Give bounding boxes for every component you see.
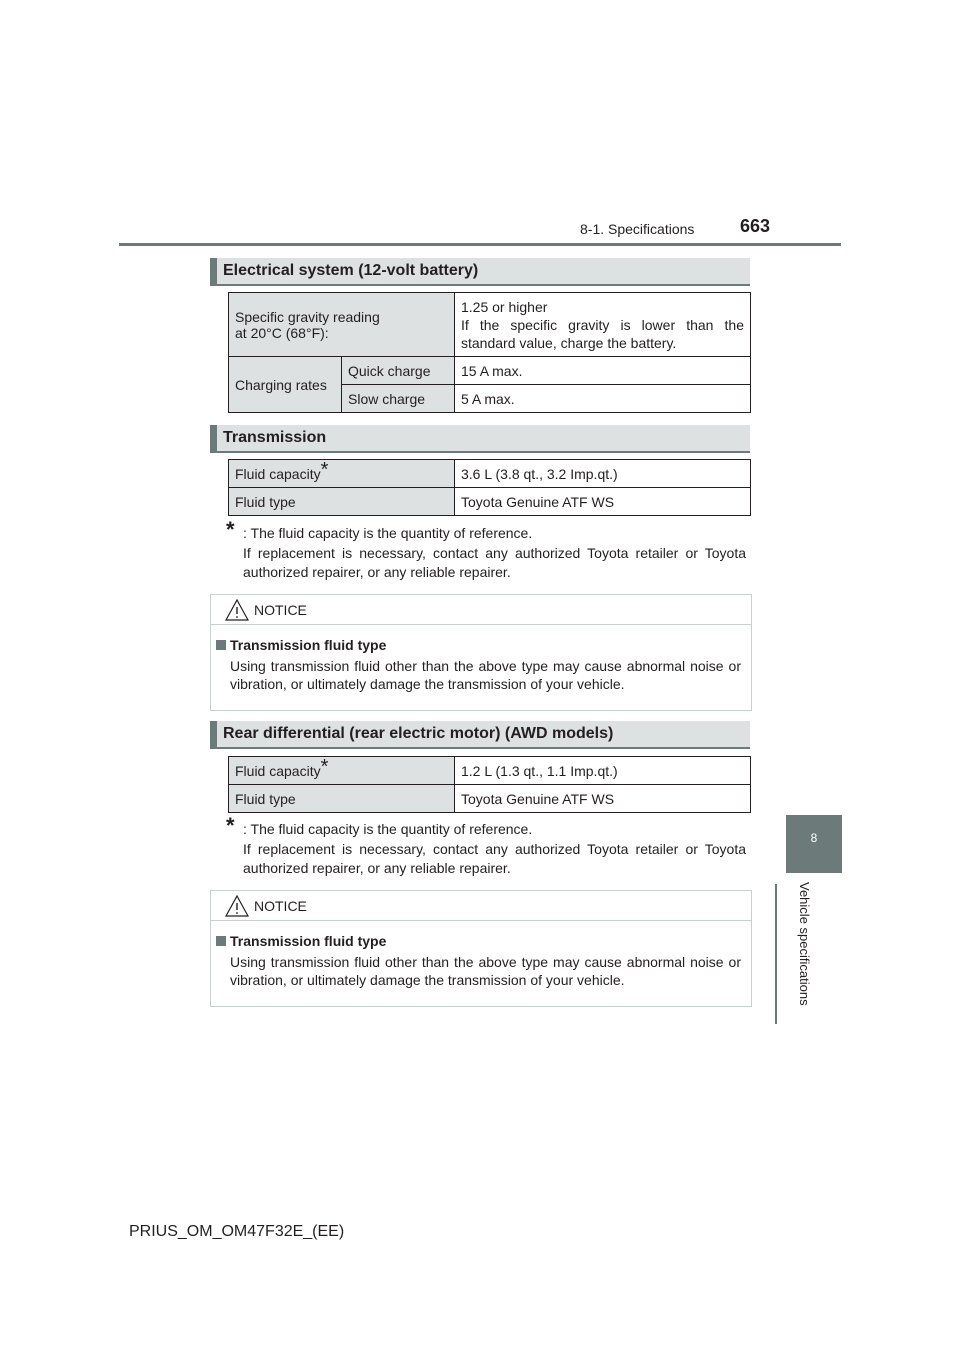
footnote-asterisk: *: [320, 458, 329, 481]
fluid-type-label: Fluid type: [229, 488, 455, 516]
specific-gravity-value-line1: 1.25 or higher: [461, 298, 548, 315]
square-bullet-icon: [216, 936, 226, 946]
notice-box-transmission: [210, 594, 752, 711]
footnote-line1: : The fluid capacity is the quantity of reference.: [243, 821, 533, 837]
notice-item-text: Using transmission fluid other than the above type may cause abnormal noise or vibration, or ultimately damage the transmission of your vehicle.: [230, 954, 741, 988]
chapter-title-vertical: [797, 882, 813, 1022]
warning-triangle-icon: [225, 895, 249, 917]
footnote-star: *: [226, 813, 235, 838]
slow-charge-value: 5 A max.: [455, 385, 751, 413]
notice-item-title-text: Transmission fluid type: [230, 637, 387, 653]
square-bullet-icon: [216, 640, 226, 650]
fluid-type-value: Toyota Genuine ATF WS: [455, 488, 751, 516]
heading-text: Electrical system (12-volt battery): [223, 262, 479, 279]
table-row: [229, 757, 751, 785]
quick-charge-value: 15 A max.: [455, 357, 751, 385]
slow-charge-label: Slow charge: [342, 385, 455, 413]
specific-gravity-value-line2: If the specific gravity is lower than the standard value, charge the battery.: [461, 316, 744, 351]
rear-differential-spec-table: [228, 756, 751, 813]
footnote-rear-differential: [226, 813, 746, 879]
footnote-asterisk: *: [320, 755, 329, 778]
header-rule: [119, 243, 841, 246]
fluid-type-value: Toyota Genuine ATF WS: [455, 785, 751, 813]
specific-gravity-label: Specific gravity reading at 20°C (68°F):: [229, 293, 455, 357]
footnote-star: *: [226, 517, 235, 542]
table-row: [229, 488, 751, 516]
transmission-spec-table: [228, 459, 751, 516]
specific-gravity-value: [455, 293, 751, 357]
charging-rates-label: Charging rates: [229, 357, 342, 413]
table-row: [229, 293, 751, 357]
fluid-capacity-value: 1.2 L (1.3 qt., 1.1 Imp.qt.): [455, 757, 751, 785]
table-row: [229, 460, 751, 488]
notice-item-title: [215, 637, 741, 653]
table-row: [229, 785, 751, 813]
footnote-transmission: [226, 517, 746, 583]
notice-header: [211, 595, 751, 625]
section-heading-transmission: [210, 425, 750, 453]
fluid-capacity-label: Fluid capacity*: [229, 757, 455, 785]
fluid-capacity-value: 3.6 L (3.8 qt., 3.2 Imp.qt.): [455, 460, 751, 488]
chapter-title: Vehicle specifications: [797, 882, 812, 1006]
warning-triangle-icon: [225, 599, 249, 621]
chapter-number: 8: [810, 831, 818, 845]
notice-item-title-text: Transmission fluid type: [230, 933, 387, 949]
notice-title: NOTICE: [254, 898, 307, 914]
side-rule: [775, 884, 777, 1024]
heading-text: Transmission: [223, 429, 327, 446]
notice-title: NOTICE: [254, 602, 307, 618]
section-heading-electrical: [210, 258, 750, 286]
footnote-line1: : The fluid capacity is the quantity of reference.: [243, 525, 533, 541]
footnote-line2: If replacement is necessary, contact any authorized Toyota retailer or Toyota authorized repairer, or any reliable repairer.: [243, 544, 746, 580]
quick-charge-label: Quick charge: [342, 357, 455, 385]
chapter-tab: [786, 815, 842, 873]
electrical-spec-table: [228, 292, 751, 413]
notice-item-text: Using transmission fluid other than the above type may cause abnormal noise or vibration, or ultimately damage the transmission of your vehicle.: [230, 658, 741, 692]
heading-text: Rear differential (rear electric motor) (AWD models): [223, 725, 614, 742]
section-title: 8-1. Specifications: [580, 221, 695, 237]
table-row: [229, 357, 751, 385]
fluid-capacity-label: Fluid capacity*: [229, 460, 455, 488]
section-heading-rear-differential: [210, 721, 750, 749]
notice-item-title: [215, 933, 741, 949]
footnote-line2: If replacement is necessary, contact any authorized Toyota retailer or Toyota authorized repairer, or any reliable repairer.: [243, 840, 746, 876]
notice-box-rear-differential: [210, 890, 752, 1007]
fluid-type-label: Fluid type: [229, 785, 455, 813]
page-number: 663: [740, 216, 771, 236]
notice-header: [211, 891, 751, 921]
document-code: PRIUS_OM_OM47F32E_(EE): [129, 1223, 345, 1240]
